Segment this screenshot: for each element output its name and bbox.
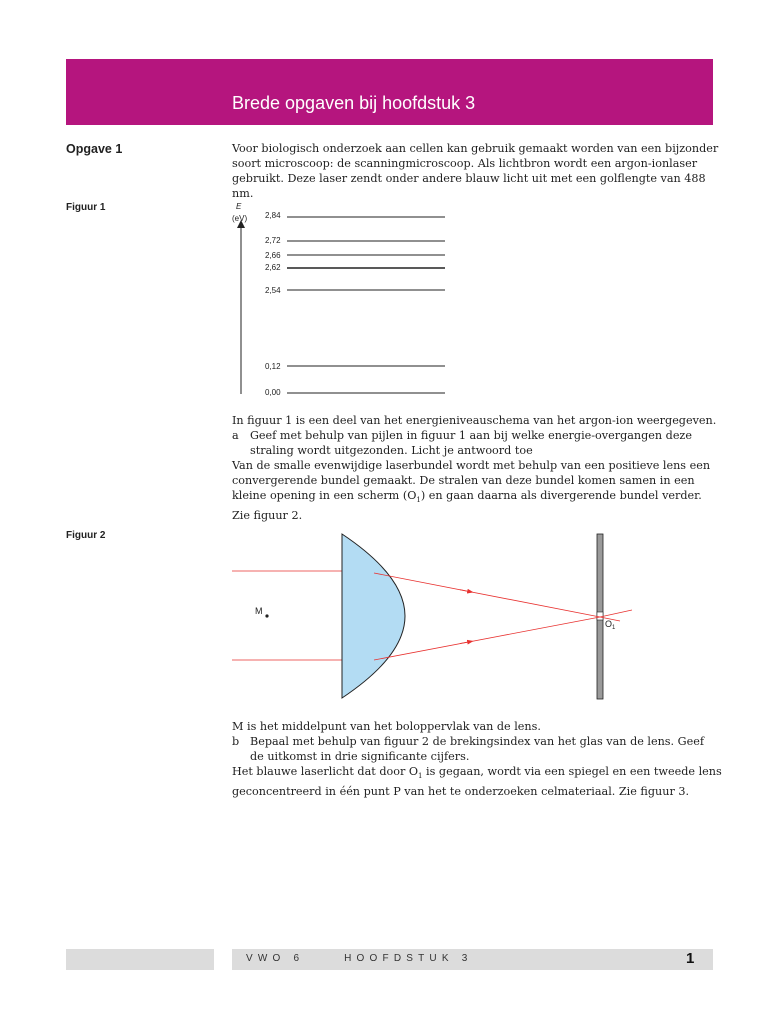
page-number: 1: [686, 950, 695, 967]
level-label: 2,62: [265, 263, 281, 272]
ray-arrow-bottom: [460, 641, 472, 643]
subscript: 1: [416, 496, 421, 505]
converging-ray-bottom: [374, 617, 600, 660]
paragraph-figuur1-description: In figuur 1 is een deel van het energieniveauschema van het argon-ion weergegeven.: [232, 414, 717, 427]
question-letter: a: [232, 429, 239, 442]
question-b: [232, 734, 712, 764]
figuur1-label: Figuur 1: [66, 202, 106, 213]
question-text: Geef met behulp van pijlen in figuur 1 aan bij welke energie-overgangen deze straling wordt uitgezonden. Licht je antwoord toe: [250, 429, 692, 457]
paragraph-laser-beam: [232, 458, 722, 523]
level-label: 0,00: [265, 388, 281, 397]
question-letter: b: [232, 735, 240, 748]
footer-left-bar: [66, 949, 214, 970]
page-title: Brede opgaven bij hoofdstuk 3: [232, 93, 476, 113]
axis-symbol: E: [236, 202, 242, 211]
question-text: Bepaal met behulp van figuur 2 de brekingsindex van het glas van de lens. Geef de uitkomst in drie significante cijfers.: [250, 735, 704, 763]
paragraph-midpoint: M is het middelpunt van het boloppervlak van de lens.: [232, 720, 541, 733]
text-part: Het blauwe laserlicht dat door O: [232, 765, 419, 778]
level-000: [265, 388, 445, 397]
text-part: ) en gaan daarna als divergerende bundel verder. Zie figuur 2.: [232, 489, 702, 523]
paragraph-spiegel: [232, 764, 722, 799]
text-part: is gegaan, wordt via een spiegel en een tweede lens geconcentreerd in één punt P van het te onderzoeken celmateriaal. Zie figuur 3.: [232, 765, 722, 799]
opgave-label: Opgave 1: [66, 142, 123, 156]
footer-course: VWO 6: [246, 953, 305, 964]
plano-convex-lens: [342, 534, 405, 698]
opening-label: $O_1$: [605, 619, 616, 631]
screen-opening: [597, 612, 603, 620]
energy-level-diagram: [225, 198, 465, 403]
axis-unit: (eV): [232, 214, 248, 223]
level-262: [265, 263, 445, 272]
point-m-label: M: [255, 606, 263, 616]
footer-chapter: HOOFDSTUK 3: [344, 953, 473, 964]
level-label: 2,72: [265, 236, 281, 245]
header-banner: [66, 59, 713, 125]
level-284: [265, 211, 445, 220]
intro-paragraph: Voor biologisch onderzoek aan cellen kan gebruik gemaakt worden van een bijzonder soort microscoop: de scanningmicroscoop. Als lichtbron wordt een argon-ionlaser gebruikt. Deze laser zendt onder andere blauw licht uit met een golflengte van 488 nm.: [232, 142, 719, 200]
converging-ray-top: [374, 573, 600, 617]
level-272: [265, 236, 445, 245]
level-label: 2,66: [265, 251, 281, 260]
level-label: 2,54: [265, 286, 281, 295]
text-part: Van de smalle evenwijdige laserbundel wordt met behulp van een positieve lens een convergerende bundel gemaakt. De stralen van deze bundel komen samen in een kleine opening in een scherm (O: [232, 459, 711, 502]
level-012: [265, 362, 445, 371]
lens-diagram: [230, 530, 640, 705]
ray-arrow-top: [460, 590, 472, 592]
level-label: 0,12: [265, 362, 281, 371]
footer-running-title: [246, 953, 472, 964]
subscript: 1: [418, 772, 423, 781]
figuur2-label: Figuur 2: [66, 530, 106, 541]
level-254: [265, 286, 445, 295]
point-m-dot: [265, 614, 268, 617]
question-a: [232, 428, 712, 458]
level-266: [265, 251, 445, 260]
level-label: 2,84: [265, 211, 281, 220]
diverging-ray-up: [600, 610, 632, 617]
